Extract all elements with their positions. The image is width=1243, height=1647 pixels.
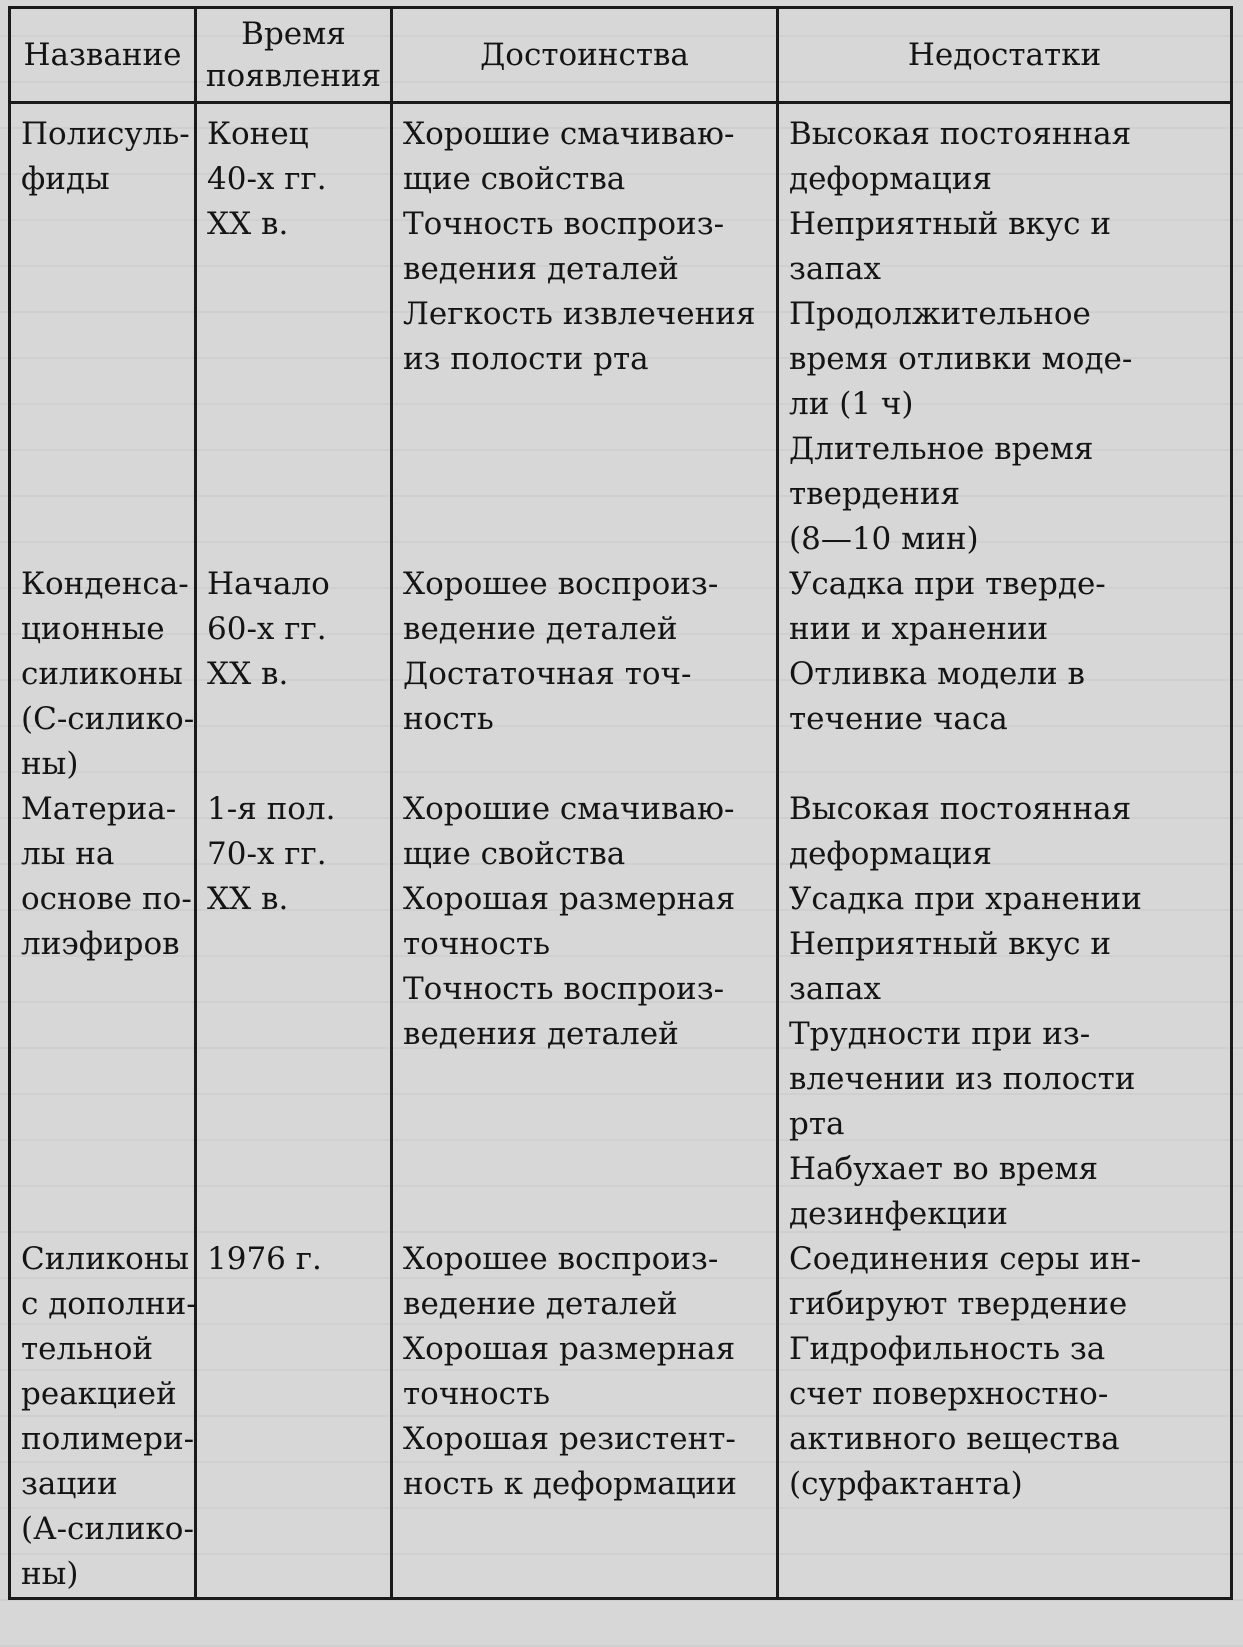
- cell-line: счет поверхностно-: [789, 1376, 1109, 1412]
- table-row: [10, 103, 1232, 563]
- cell-disadvantages: [778, 562, 1232, 787]
- cell-line: из полости рта: [403, 341, 649, 377]
- cell-line: Точность воспроиз-: [403, 206, 725, 242]
- cell-line: XX в.: [207, 881, 289, 917]
- cell-line: ность к деформации: [403, 1466, 737, 1502]
- cell-line: щие свойства: [403, 836, 626, 872]
- cell-line: Силиконы: [21, 1241, 190, 1277]
- cell-line: Хорошие смачиваю-: [403, 791, 735, 827]
- table-row: [10, 787, 1232, 1237]
- cell-line: Длительное время: [789, 431, 1094, 467]
- cell-line: щие свойства: [403, 161, 626, 197]
- cell-line: с дополни-: [21, 1286, 197, 1322]
- cell-line: ведения деталей: [403, 1016, 679, 1052]
- cell-line: Соединения серы ин-: [789, 1241, 1142, 1277]
- cell-line: 1-я пол.: [207, 791, 336, 827]
- cell-line: 60-х гг.: [207, 611, 327, 647]
- cell-line: 40-х гг.: [207, 161, 327, 197]
- cell-line: ны): [21, 746, 79, 782]
- cell-line: рта: [789, 1106, 845, 1142]
- cell-line: зации: [21, 1466, 118, 1502]
- cell-line: (С-силико-: [21, 701, 195, 737]
- cell-advantages: [392, 562, 778, 787]
- table-row: [10, 562, 1232, 787]
- cell-line: тельной: [21, 1331, 154, 1367]
- cell-time: [196, 103, 392, 563]
- cell-line: ведения деталей: [403, 251, 679, 287]
- impression-materials-table: [8, 6, 1233, 1600]
- cell-line: Конденса-: [21, 566, 189, 602]
- cell-line: гибируют твердение: [789, 1286, 1128, 1322]
- cell-line: ли (1 ч): [789, 386, 914, 422]
- cell-line: Хорошая размерная: [403, 881, 736, 917]
- cell-line: Продолжительное: [789, 296, 1091, 332]
- cell-disadvantages: [778, 1237, 1232, 1599]
- cell-line: Конец: [207, 116, 309, 152]
- cell-advantages: [392, 103, 778, 563]
- cell-line: Усадка при тверде-: [789, 566, 1106, 602]
- cell-line: (8—10 мин): [789, 521, 979, 557]
- cell-line: полимери-: [21, 1421, 195, 1457]
- cell-time: [196, 787, 392, 1237]
- cell-line: силиконы: [21, 656, 183, 692]
- cell-line: основе по-: [21, 881, 192, 917]
- cell-line: 1976 г.: [207, 1241, 322, 1277]
- cell-line: Хорошее воспроиз-: [403, 1241, 719, 1277]
- cell-line: деформация: [789, 161, 992, 197]
- cell-line: Набухает во время: [789, 1151, 1099, 1187]
- cell-line: Неприятный вкус и: [789, 926, 1112, 962]
- cell-line: ны): [21, 1556, 79, 1592]
- cell-line: точность: [403, 1376, 551, 1412]
- cell-line: Полисуль-: [21, 116, 190, 152]
- cell-advantages: [392, 1237, 778, 1599]
- cell-line: Высокая постоянная: [789, 791, 1132, 827]
- cell-line: ведение деталей: [403, 611, 678, 647]
- cell-line: ведение деталей: [403, 1286, 678, 1322]
- cell-line: Хорошая размерная: [403, 1331, 736, 1367]
- cell-line: Достаточная точ-: [403, 656, 692, 692]
- header-advantages: Достоинства: [392, 8, 778, 103]
- cell-line: (А-силико-: [21, 1511, 194, 1547]
- cell-line: Точность воспроиз-: [403, 971, 725, 1007]
- cell-line: Усадка при хранении: [789, 881, 1142, 917]
- cell-line: реакцией: [21, 1376, 177, 1412]
- cell-line: запах: [789, 971, 882, 1007]
- cell-line: Трудности при из-: [789, 1016, 1091, 1052]
- header-name: Название: [10, 8, 196, 103]
- cell-name: [10, 1237, 196, 1599]
- cell-line: ность: [403, 701, 494, 737]
- cell-line: Отливка модели в: [789, 656, 1085, 692]
- cell-line: Начало: [207, 566, 330, 602]
- cell-line: Высокая постоянная: [789, 116, 1132, 152]
- cell-name: [10, 103, 196, 563]
- cell-disadvantages: [778, 787, 1232, 1237]
- cell-line: нии и хранении: [789, 611, 1049, 647]
- table-header-row: [10, 8, 1232, 103]
- cell-line: Легкость извлечения: [403, 296, 756, 332]
- cell-line: точность: [403, 926, 551, 962]
- cell-line: Хорошее воспроиз-: [403, 566, 719, 602]
- cell-line: лиэфиров: [21, 926, 180, 962]
- cell-line: дезинфекции: [789, 1196, 1008, 1232]
- cell-time: [196, 1237, 392, 1599]
- cell-line: запах: [789, 251, 882, 287]
- cell-line: Хорошая резистент-: [403, 1421, 736, 1457]
- cell-line: XX в.: [207, 206, 289, 242]
- cell-line: фиды: [21, 161, 110, 197]
- cell-line: время отливки моде-: [789, 341, 1133, 377]
- table-row: [10, 1237, 1232, 1599]
- cell-disadvantages: [778, 103, 1232, 563]
- cell-line: влечении из полости: [789, 1061, 1136, 1097]
- cell-line: активного вещества: [789, 1421, 1120, 1457]
- cell-line: лы на: [21, 836, 115, 872]
- header-disadvantages: Недостатки: [778, 8, 1232, 103]
- cell-line: XX в.: [207, 656, 289, 692]
- cell-time: [196, 562, 392, 787]
- cell-line: ционные: [21, 611, 165, 647]
- cell-name: [10, 787, 196, 1237]
- cell-line: Хорошие смачиваю-: [403, 116, 735, 152]
- cell-line: деформация: [789, 836, 992, 872]
- cell-name: [10, 562, 196, 787]
- cell-line: Материа-: [21, 791, 177, 827]
- cell-advantages: [392, 787, 778, 1237]
- cell-line: твердения: [789, 476, 961, 512]
- cell-line: Неприятный вкус и: [789, 206, 1112, 242]
- cell-line: Гидрофильность за: [789, 1331, 1106, 1367]
- cell-line: течение часа: [789, 701, 1008, 737]
- cell-line: 70-х гг.: [207, 836, 327, 872]
- header-time: Время появления: [196, 8, 392, 103]
- cell-line: (сурфактанта): [789, 1466, 1023, 1502]
